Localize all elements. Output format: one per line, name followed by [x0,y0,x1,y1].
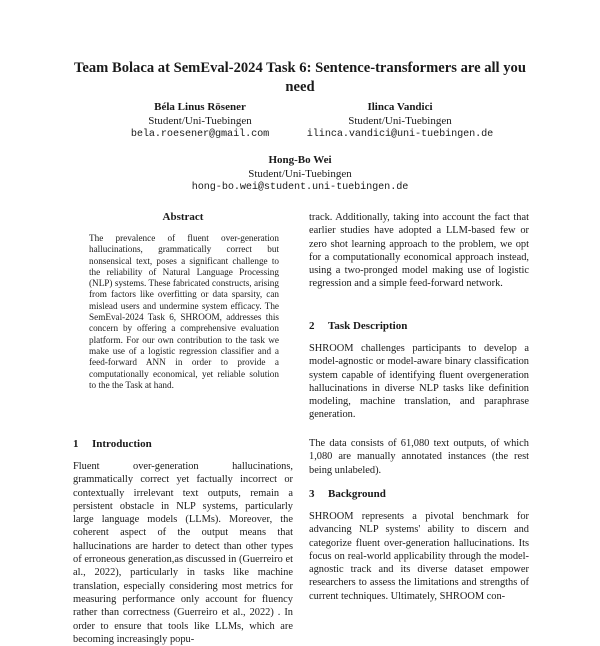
author-block-3 [180,154,420,195]
background-paragraph: SHROOM represents a pivotal benchmark for advancing NLP systems' ability to discern and categorize fluent over-generation hallucinations. Its focus on real-world applicability through the model-agnostic track and its diverse dataset empower researchers to assess the limitations and strengths of current techniques. Ultimately, SHROOM con- [309,511,529,602]
author-email: ilinca.vandici@uni-tuebingen.de [306,129,494,140]
section-heading-introduction [73,438,152,450]
continuation-paragraph: track. Additionally, taking into account the fact that earlier studies have adopted a LLM-based few or zero shot learning approach to the problem, we opt for a computationally economical approach instead, using a two-pronged model making use of logistic regression and a simple feed-forward network. [309,212,529,290]
section-number: 2 [309,320,315,332]
section-title: Introduction [92,438,152,450]
author-email: bela.roesener@gmail.com [130,129,270,140]
section-heading-background [309,488,386,500]
abstract-text: The prevalence of fluent over-generation hallucinations, grammatically correct but nonsensical text, poses a significant challenge to the reliability of Natural Language Processing (NLP) systems. These fabricated constructs, arising from factors like overfitting or data sparsity, can mislead users and undermine system efficacy. The SemEval-2024 Task 6, SHROOM, addresses this concern by offering a comprehensive evaluation platform. For our own contribution to the task we make use of a logistic regression classifier and a feed-forward ANN in order to provide a computationally economical, yet reliable solution to the the Task at hand. [89,233,279,390]
task-description-paragraph-2: The data consists of 61,080 text outputs, of which 1,080 are manually annotated instances (the rest being unlabeled). [309,438,529,476]
introduction-paragraph: Fluent over-generation hallucinations, grammatically correct yet factually incorrect or contextually irrelevant text outputs, remain a persistent obstacle in NLP systems, particularly large language models (LLMs). Moreover, the coherent aspect of the output means that hallucinations are harder to detect than other types of erroneous generation,as discussed in (Guerreiro et al., 2022), particularly in tasks like machine translation, especially considering most metrics for measuring performance only account for fluency rather than correctness (Guerreiro et al., 2022) . In order to ensure that tools like LLMs, which are becoming increasingly popu- [73,461,293,645]
author-affiliation: Student/Uni-Tuebingen [248,167,352,180]
section-number: 3 [309,488,315,500]
author-block-2 [280,101,520,142]
author-name: Hong-Bo Wei [268,154,332,166]
section-title: Task Description [328,320,408,332]
author-affiliation: Student/Uni-Tuebingen [348,114,452,127]
task-description-paragraph-1: SHROOM challenges participants to develop a model-agnostic or model-aware binary classification system capable of identifying fluent overgeneration hallucinations in diverse NLP tasks like definition modeling, machine translation, and paraphrase generation. [309,343,529,421]
author-name: Béla Linus Rösener [154,101,246,113]
paper-title: Team Bolaca at SemEval-2024 Task 6: Sentence-transformers are all you need [74,60,526,95]
section-number: 1 [73,438,79,450]
author-name: Ilinca Vandici [367,101,433,113]
abstract-heading: Abstract [162,211,204,223]
section-title: Background [328,488,386,500]
author-email: hong-bo.wei@student.uni-tuebingen.de [191,182,409,193]
section-heading-task-description [309,320,407,332]
author-affiliation: Student/Uni-Tuebingen [148,114,252,127]
